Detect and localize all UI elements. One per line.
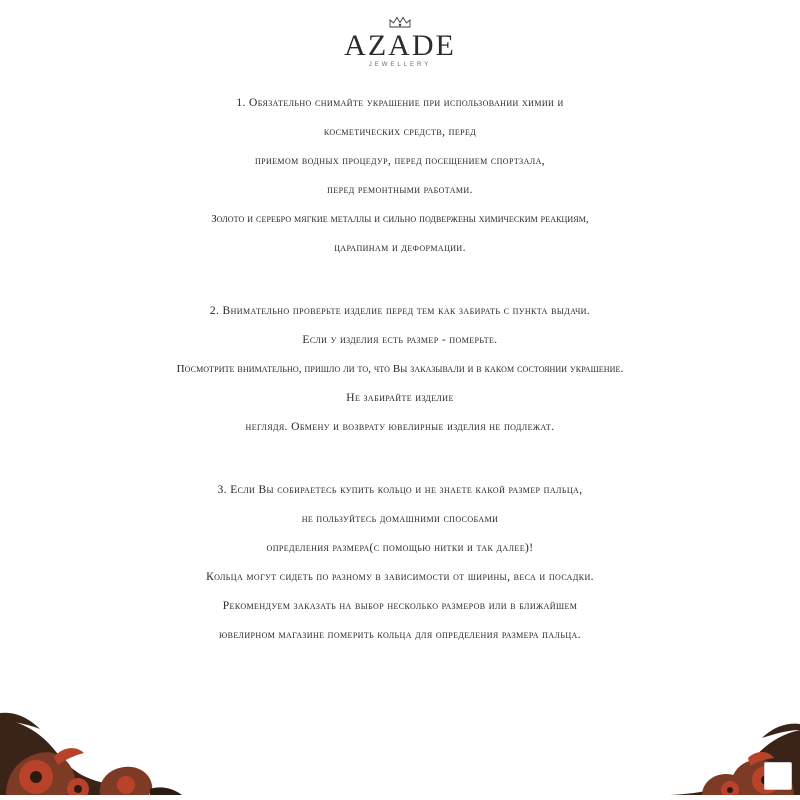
corner-badge-icon: [764, 762, 792, 790]
section-3-line-4: Кольца могут сидеть по разному в зависимости от ширины, веса и посадки.: [206, 571, 594, 583]
brand-tagline: JEWELLERY: [368, 62, 432, 68]
section-3-line-6: ювелирном магазине померить кольца для определения размера пальца.: [219, 629, 581, 641]
floral-ornament-left: [0, 685, 190, 800]
section-1-line-5: Золото и серебро мягкие металлы и сильно подвержены химическим реакциям,: [211, 213, 589, 225]
crown-crest-icon: [387, 14, 413, 30]
section-2-line-4: Не забирайте изделие: [346, 392, 454, 404]
section-2: [0, 304, 800, 435]
care-instructions: [0, 96, 800, 643]
section-3-line-2: не пользуйтесь домашними способами: [301, 513, 499, 525]
section-1-line-2: косметических средств, перед: [323, 126, 477, 138]
section-1-line-4: перед ремонтными работами.: [327, 184, 473, 196]
section-1-line-6: царапинам и деформации.: [334, 242, 466, 254]
section-2-line-3: Посмотрите внимательно, пришло ли то, что Вы заказывали и в каком состоянии украшение.: [176, 363, 624, 375]
brand-logo: [0, 14, 800, 68]
section-2-line-1: 2. Внимательно проверьте изделие перед тем как забирать с пункта выдачи.: [209, 305, 591, 317]
section-1-line-3: приемом водных процедур, перед посещением спортзала,: [254, 155, 546, 167]
brand-name: AZADE: [344, 29, 456, 62]
section-2-line-2: Если у изделия есть размер - померьте.: [302, 334, 498, 346]
section-2-line-5: неглядя. Обмену и возврату ювелирные изделия не подлежат.: [245, 421, 555, 433]
section-3: [0, 483, 800, 643]
section-3-line-1: 3. Если Вы собираетесь купить кольцо и не знаете какой размер пальца,: [217, 484, 583, 496]
section-3-line-5: Рекомендуем заказать на выбор несколько размеров или в ближайшем: [222, 600, 578, 612]
section-1: [0, 96, 800, 256]
section-1-line-1: 1. Обязательно снимайте украшение при использовании химии и: [236, 97, 564, 109]
section-3-line-3: определения размера(с помощью нитки и так далее)!: [266, 542, 534, 554]
